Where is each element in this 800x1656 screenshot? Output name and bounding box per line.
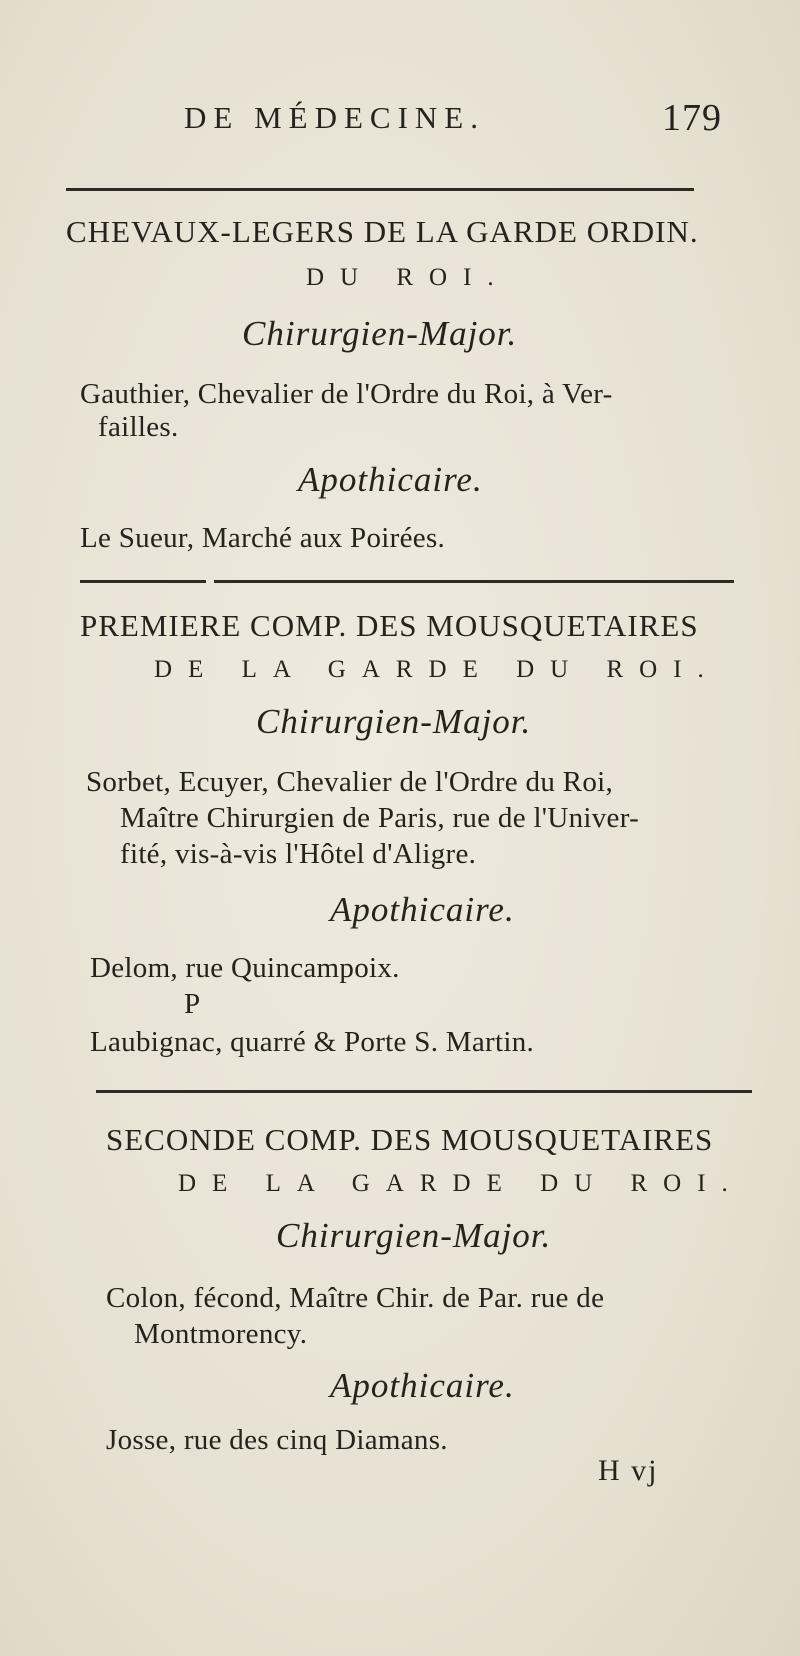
entry-line: Sorbet, Ecuyer, Chevalier de l'Ordre du Roi,	[86, 766, 614, 798]
role-heading: Chirurgien-Major.	[256, 702, 532, 741]
entry-line: Le Sueur, Marché aux Poirées.	[80, 522, 446, 554]
entry-line: Laubignac, quarré & Porte S. Martin.	[90, 1026, 535, 1058]
entry-line: P	[184, 988, 201, 1020]
section-rule	[214, 580, 734, 583]
entry-line: fité, vis-à-vis l'Hôtel d'Aligre.	[120, 838, 477, 870]
section-title: SECONDE COMP. DES MOUSQUETAIRES	[106, 1122, 714, 1157]
entry-line: Josse, rue des cinq Diamans.	[106, 1424, 448, 1456]
role-heading: Apothicaire.	[330, 1366, 515, 1405]
role-heading: Chirurgien-Major.	[242, 314, 518, 353]
section-title: CHEVAUX-LEGERS DE LA GARDE ORDIN.	[66, 214, 699, 249]
role-heading: Apothicaire.	[298, 460, 483, 499]
page-number: 179	[662, 97, 722, 139]
section-rule	[96, 1090, 752, 1093]
entry-line: Maître Chirurgien de Paris, rue de l'Univer-	[120, 802, 640, 834]
entry-line: Delom, rue Quincampoix.	[90, 952, 400, 984]
running-head: DE MÉDECINE.	[184, 100, 485, 135]
section-title: PREMIERE COMP. DES MOUSQUETAIRES	[80, 608, 699, 643]
section-rule	[66, 188, 694, 191]
catchword: H vj	[598, 1454, 659, 1487]
entry-line: Gauthier, Chevalier de l'Ordre du Roi, à Ver-	[80, 378, 613, 410]
section-rule	[80, 580, 206, 583]
section-subtitle: DE LA GARDE DU ROI.	[178, 1170, 744, 1197]
section-subtitle: DU ROI.	[306, 264, 510, 291]
section-subtitle: DE LA GARDE DU ROI.	[154, 656, 720, 683]
role-heading: Chirurgien-Major.	[276, 1216, 552, 1255]
entry-line: Montmorency.	[134, 1318, 308, 1350]
entry-line: failles.	[98, 411, 179, 443]
entry-line: Colon, fécond, Maître Chir. de Par. rue de	[106, 1282, 605, 1314]
role-heading: Apothicaire.	[330, 890, 515, 929]
